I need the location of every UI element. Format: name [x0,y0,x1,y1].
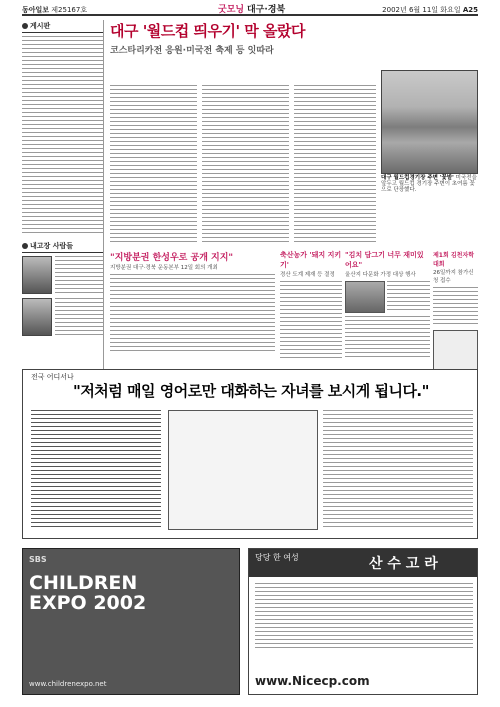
ad-box-small [433,330,478,370]
person-photo [22,298,52,336]
story-byline: 지방분권 대구·경북 운동본부 12일 회의 개최 [110,265,218,271]
story-body [433,287,478,327]
kimchi-text [387,281,430,313]
match-ad-top [249,549,477,577]
story-byline: 26일까지 참가신청 접수 [433,270,474,284]
children-expo-ad [22,548,240,695]
story-headline: 축산농가 '돼지 지키기' [280,251,342,269]
photo-stadium-flowers [381,70,478,174]
issue-date: 2002년 6월 11일 화요일 [382,6,461,14]
page-number: A25 [462,6,478,14]
ad-tag: 전국 어디서나 [31,373,74,381]
story-kimchi [345,250,430,360]
masthead [22,4,478,16]
lead-headline: 대구 '월드컵 띄우기' 막 올랐다 [110,22,305,40]
match-ad-body [255,583,473,651]
ad-headline: "저처럼 매일 영어로만 대화하는 자녀를 보시게 됩니다." [73,382,429,400]
story-body [345,316,430,360]
expo-sponsor: SBS [29,555,47,564]
story-headline: "지방분권 한성우로 공개 지지" [110,253,234,263]
issue-number: 제25167호 [51,6,88,14]
lead-body-col1 [110,85,197,243]
board-heading: 게시판 [22,20,103,33]
story-headline: "김치 담그기 너무 재미있어요" [345,251,424,269]
matchmaking-ad [248,548,478,695]
match-ad-url: www.Nicecp.com [255,674,370,688]
ad-info-table [168,410,318,530]
ad-body-right [323,410,473,530]
kimchi-photo [345,281,385,313]
person-text [55,298,103,336]
masthead-left [22,5,87,15]
bullet-icon [22,23,28,29]
person-item [22,256,103,294]
ad-body-left [31,410,161,530]
people-heading: 내고장 사람들 [22,240,103,253]
left-column [22,20,104,370]
person-photo [22,256,52,294]
section-title [218,2,285,15]
english-education-ad [22,369,478,539]
story-livestock [280,250,342,361]
masthead-right [382,5,478,15]
section-brand: 굿모닝 [218,5,245,15]
lead-body-col3 [294,85,376,243]
story-contest [433,250,478,370]
paper-name: 동아일보 [22,6,50,14]
lead-body-col2 [202,85,289,243]
expo-title: CHILDREN EXPO 2002 [29,572,147,614]
match-ad-title: 산 수 고 라 [369,556,438,572]
expo-site-url: www.childrenexpo.net [29,680,107,688]
bullet-icon [22,243,28,249]
person-text [55,256,103,294]
board-text [22,36,103,236]
section-name: 대구·경북 [246,5,286,15]
person-item [22,298,103,336]
photo-caption [381,175,478,193]
story-body [280,281,342,361]
story-body [110,274,275,352]
story-byline: 울산지 다문화 가정 대상 행사 [345,272,416,278]
caption-title: 대구 월드컵경기장 주변 '꽃밭' [381,175,454,181]
story-headline: 제1회 김천자학대회 [433,252,475,268]
story-decentralization [110,250,275,352]
caption-text: 미국전을 앞두고 월드컵 경기장 주변이 초여름 꽃으로 단장했다. [381,175,477,193]
match-ad-left: 당당 한 여성 [255,553,299,562]
story-byline: 경산 도계 제재 등 결정 [280,272,335,278]
lead-story [110,20,478,56]
lead-subheadline: 코스타리카전 응원·미국전 축제 등 잇따라 [110,46,274,56]
kimchi-photo-row [345,281,430,313]
